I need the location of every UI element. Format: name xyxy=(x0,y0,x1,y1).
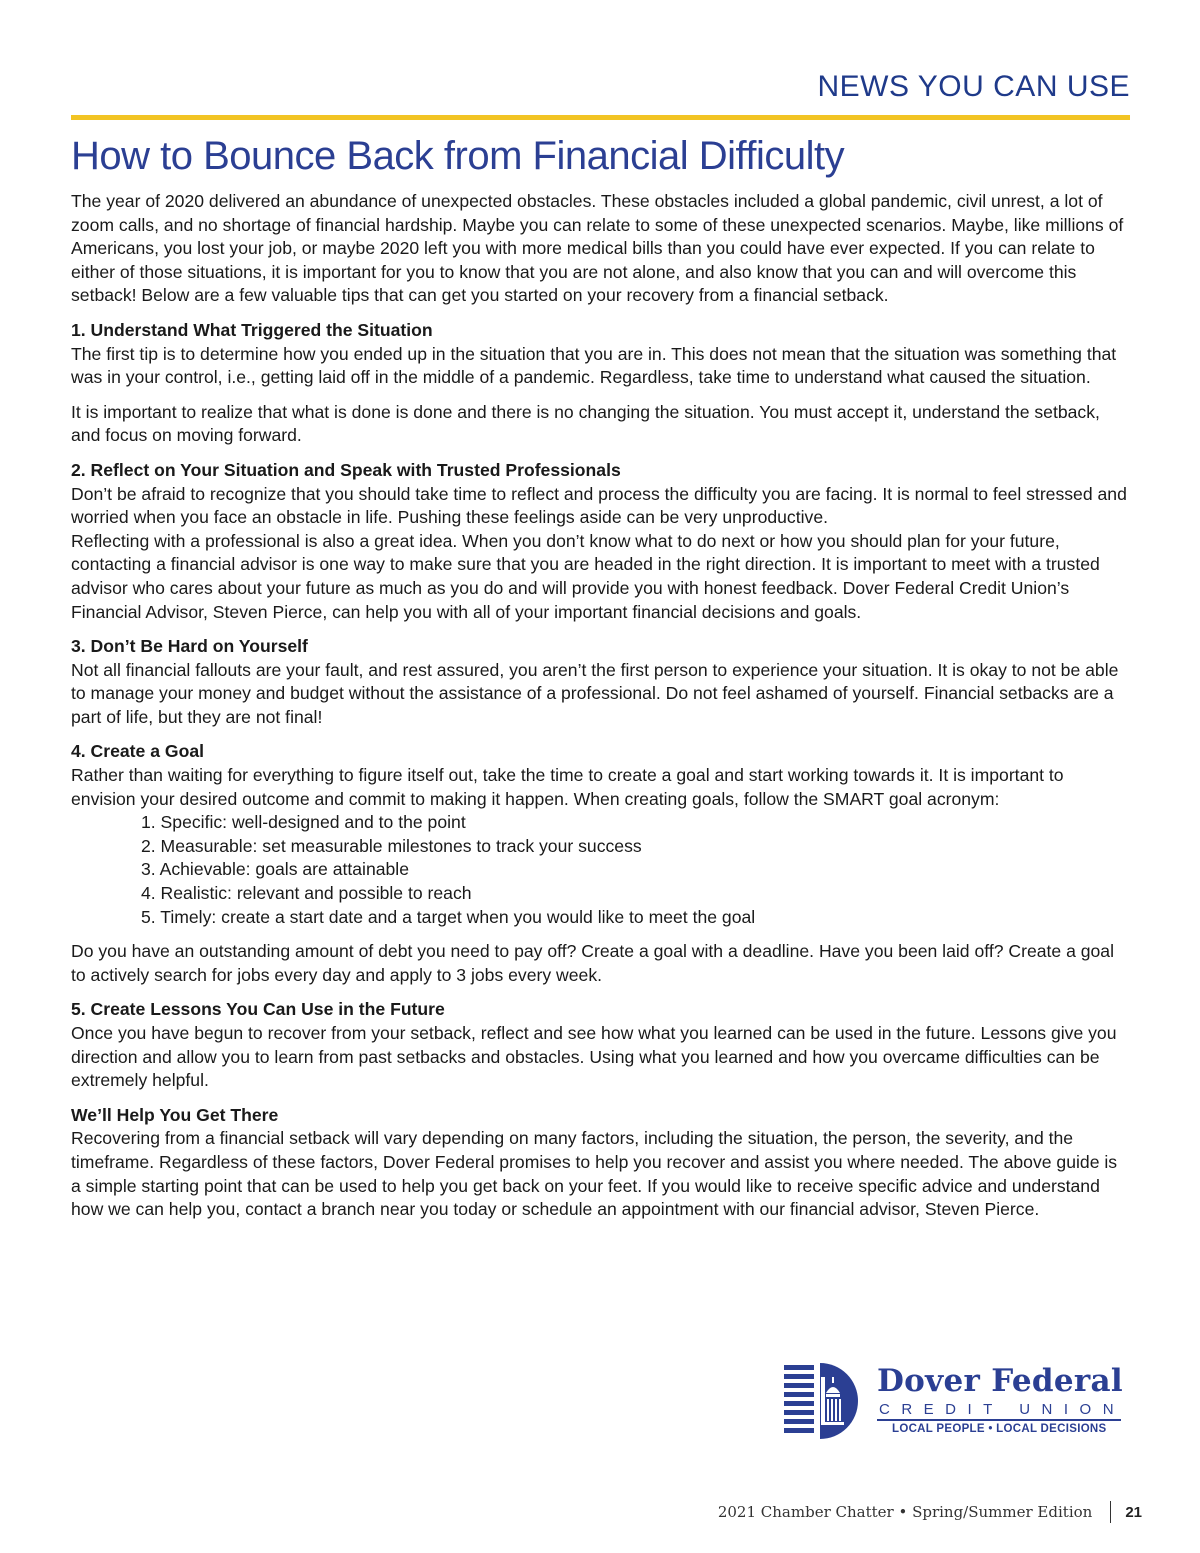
section-paragraph: Once you have begun to recover from your setback, reflect and see how what you learned can be used in the future. Lessons give you direction and allow you to learn from past setbacks and obstacles. Using what you learned and how you overcame difficulties can be extremely helpful. xyxy=(71,1023,1117,1091)
dover-federal-logo xyxy=(784,1363,1124,1441)
section-paragraph: The first tip is to determine how you ended up in the situation that you are in. This does not mean that the situation was something that was in your control, i.e., getting laid off in the middle of a pandemic. Regardless, take time to understand what caused the situation. xyxy=(71,343,1117,388)
section-paragraph: Recovering from a financial setback will vary depending on many factors, including the situation, the person, the severity, and the timeframe. Regardless of these factors, Dover Federal promises to help you recover and assist you where needed. The above guide is a simple starting point that can be used to help you get back on your feet. If you would like to receive specific advice and understand how we can help you, contact a branch near you today or schedule an appointment with our financial advisor, Steven Pierce. xyxy=(71,1128,1118,1220)
list-item: 4. Realistic: relevant and possible to reach xyxy=(141,883,472,904)
list-item: 5. Timely: create a start date and a target when you would like to meet the goal xyxy=(141,906,756,927)
header-rule xyxy=(71,115,1130,120)
list-item: 2. Measurable: set measurable milestones to track your success xyxy=(141,835,642,856)
smart-goal-list xyxy=(71,811,1131,929)
section-paragraph: Do you have an outstanding amount of debt you need to pay off? Create a goal with a deadline. Have you been laid off? Create a goal to actively search for jobs every day and apply to 3 jobs every week. xyxy=(71,941,1115,985)
logo-tagline: LOCAL PEOPLE • LOCAL DECISIONS xyxy=(892,1423,1107,1435)
section-label: NEWS YOU CAN USE xyxy=(817,70,1130,103)
logo-divider xyxy=(877,1419,1121,1421)
building-emblem-icon xyxy=(784,1363,860,1439)
section-paragraph: It is important to realize that what is done is done and there is no changing the situation. You must accept it, understand the setback, and focus on moving forward. xyxy=(71,401,1100,446)
page-title: How to Bounce Back from Financial Difficulty xyxy=(71,134,845,178)
page-footer xyxy=(718,1500,1142,1524)
section-paragraph: Reflecting with a professional is also a great idea. When you don’t know what to do next or how you should plan for your future, contacting a financial advisor is one way to make sure that you are headed in the right direction. It is important to meet with a trusted advisor who cares about your future as much as you do and will provide you with honest feedback. Dover Federal Credit Union’s Financial Advisor, Steven Pierce, can help you with all of your important financial decisions and goals. xyxy=(71,530,1100,622)
section-paragraph: Don’t be afraid to recognize that you should take time to reflect and process the difficulty you are facing. It is normal to feel stressed and worried when you face an obstacle in life. Pushing these feelings aside can be very unproductive. xyxy=(71,483,1127,528)
logo-subtitle: CREDIT UNION xyxy=(879,1401,1126,1418)
article-body xyxy=(71,190,1131,1233)
list-item: 1. Specific: well-designed and to the point xyxy=(141,812,466,833)
page-number: 21 xyxy=(1125,1503,1142,1521)
section-heading: 5. Create Lessons You Can Use in the Future xyxy=(71,999,445,1020)
section-heading: We’ll Help You Get There xyxy=(71,1104,279,1125)
section-heading: 1. Understand What Triggered the Situation xyxy=(71,319,433,340)
section-heading: 2. Reflect on Your Situation and Speak with Trusted Professionals xyxy=(71,459,621,480)
section-paragraph: Not all financial fallouts are your fault, and rest assured, you aren’t the first person to experience your situation. It is okay to not be able to manage your money and budget without the assistance of a professional. Do not feel ashamed of yourself. Financial setbacks are a part of life, but they are not final! xyxy=(71,659,1119,727)
logo-name: Dover Federal xyxy=(877,1363,1123,1399)
section-paragraph: Rather than waiting for everything to figure itself out, take the time to create a goal and start working towards it. It is important to envision your desired outcome and commit to making it happen. When creating goals, follow the SMART goal acronym: xyxy=(71,765,1064,809)
list-item: 3. Achievable: goals are attainable xyxy=(141,859,410,880)
intro-paragraph: The year of 2020 delivered an abundance of unexpected obstacles. These obstacles included a global pandemic, civil unrest, a lot of zoom calls, and no shortage of financial hardship. Maybe you can relate to some of these unexpected scenarios. Maybe, like millions of Americans, you lost your job, or maybe 2020 left you with more medical bills than you could have ever expected. If you can relate to either of those situations, it is important for you to know that you are not alone, and also know that you can and will overcome this setback! Below are a few valuable tips that can get you started on your recovery from a financial setback. xyxy=(71,191,1124,306)
footer-divider xyxy=(1110,1501,1111,1523)
footer-edition: 2021 Chamber Chatter • Spring/Summer Edition xyxy=(717,1503,1093,1521)
section-heading: 3. Don’t Be Hard on Yourself xyxy=(71,636,308,657)
section-heading: 4. Create a Goal xyxy=(71,741,204,762)
